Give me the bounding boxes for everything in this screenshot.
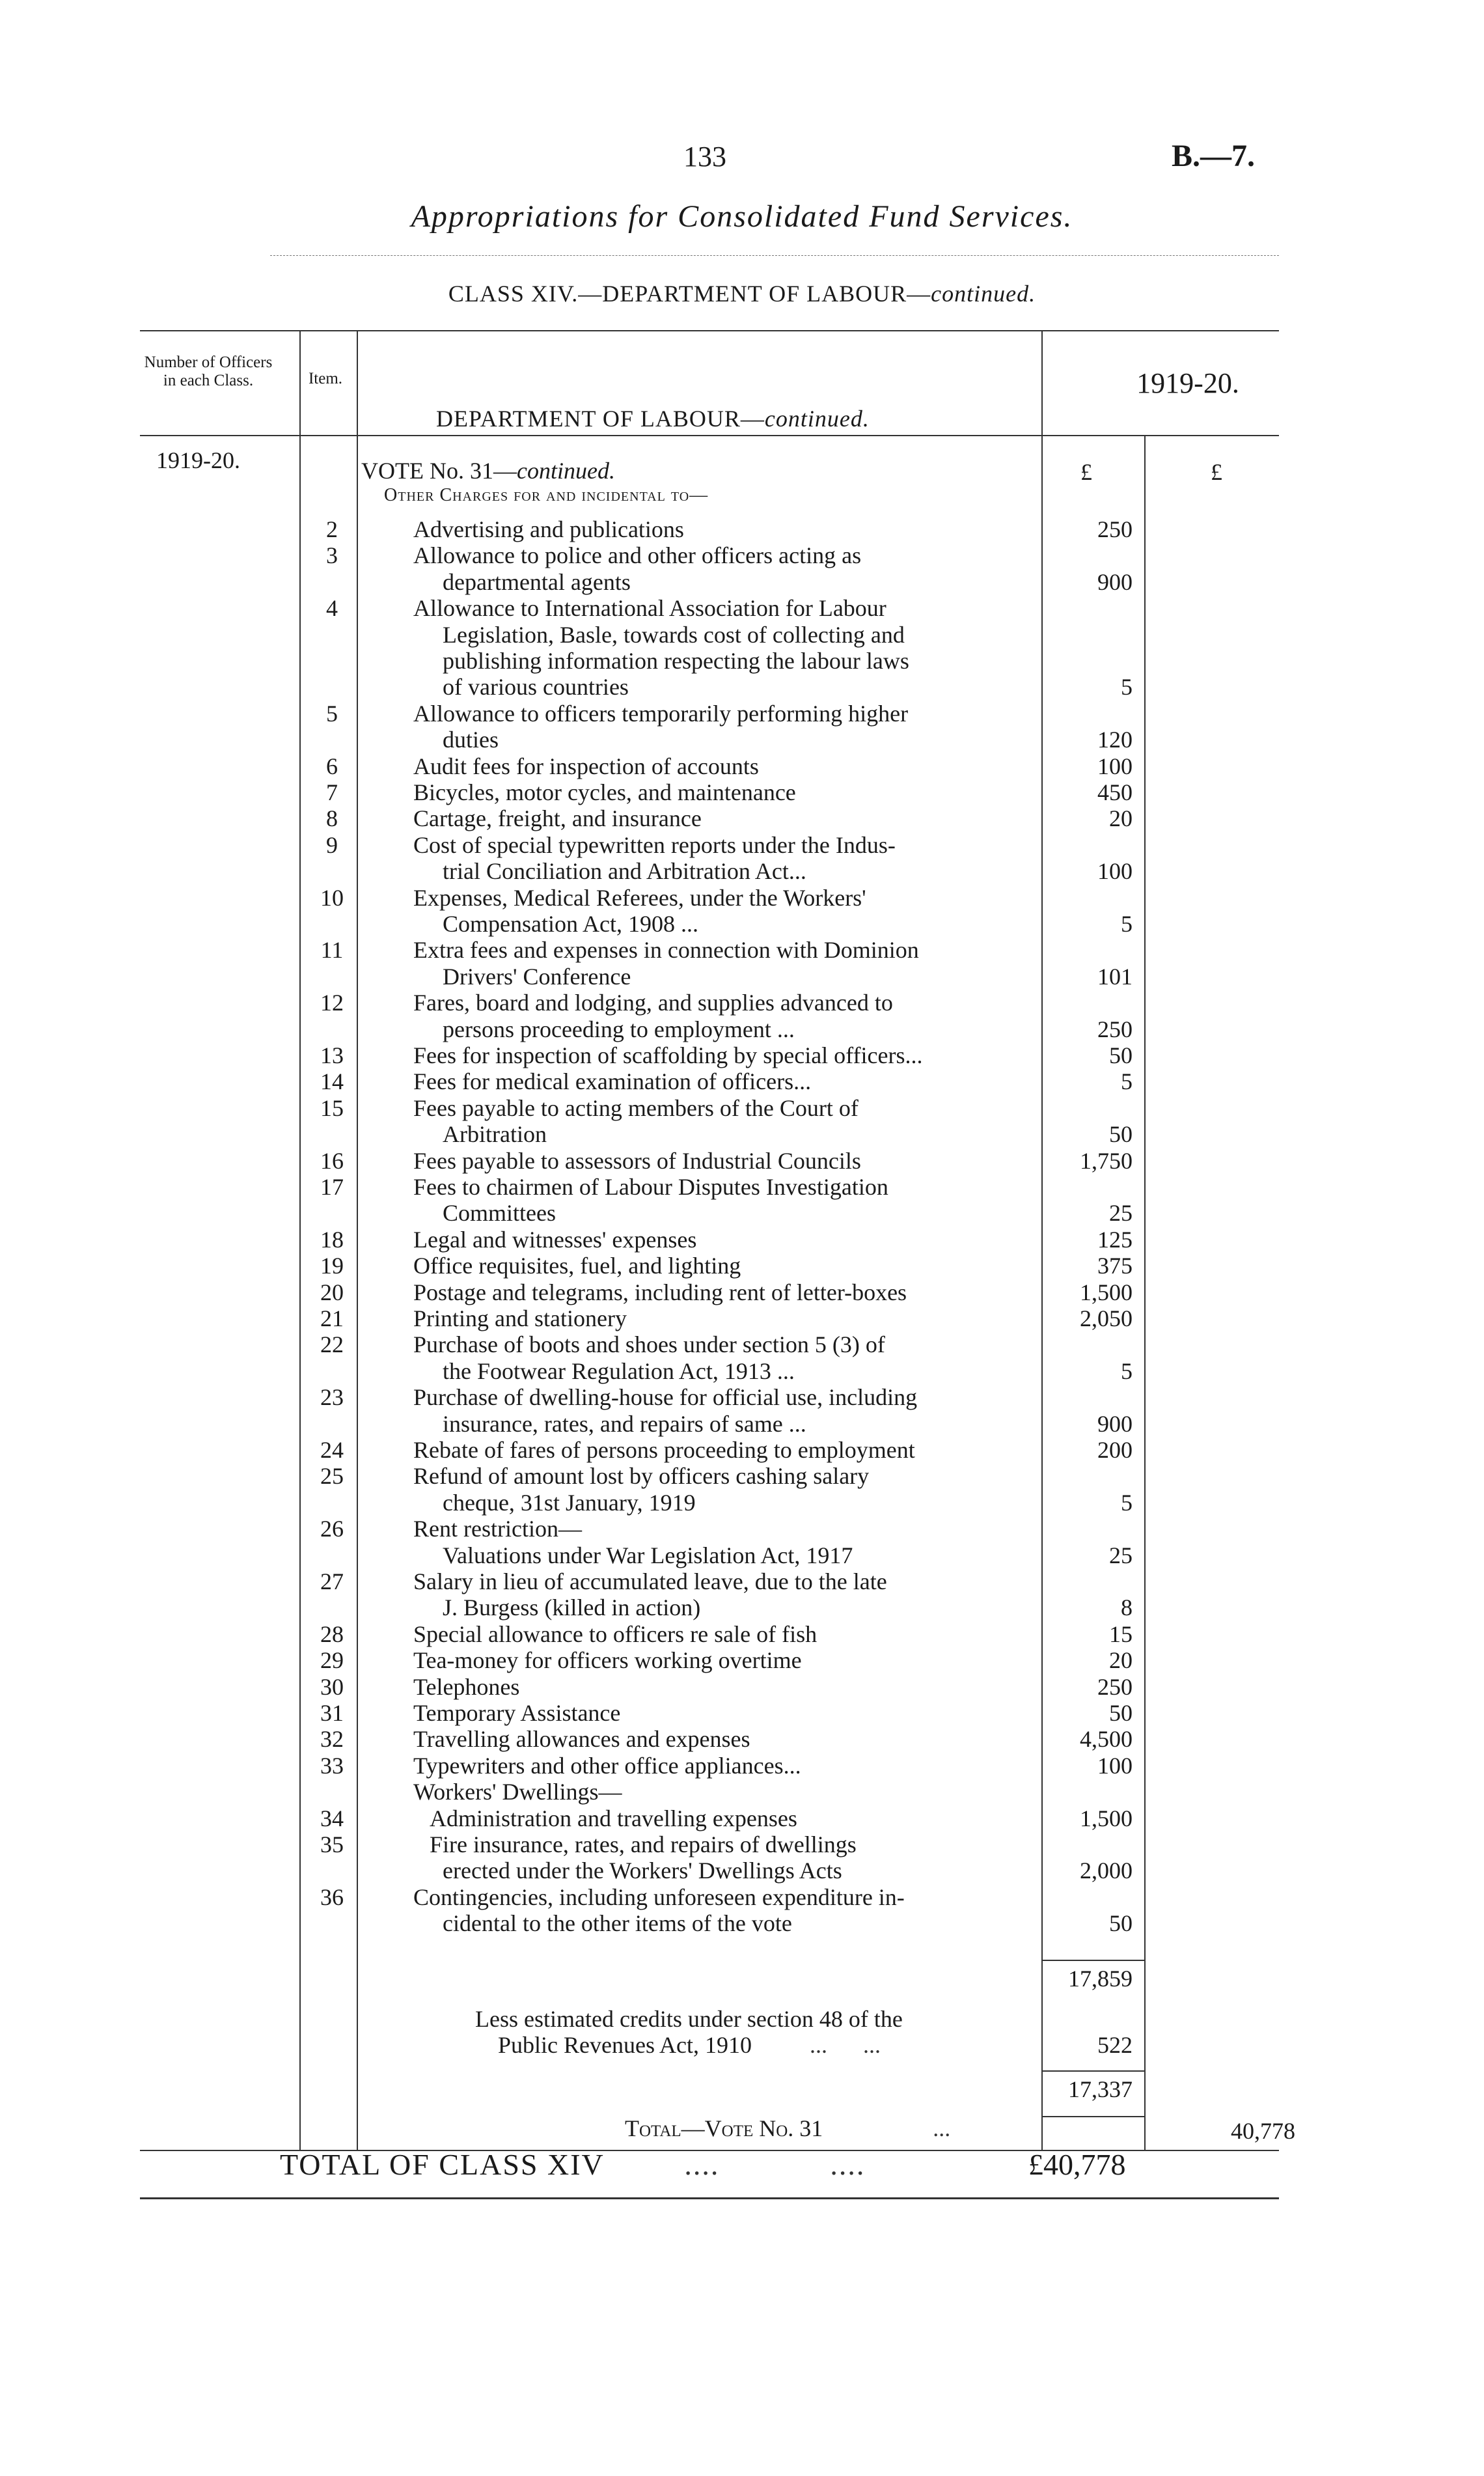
item-amount: 2,000 [1080,1857,1133,1884]
class-title [0,280,1484,307]
item-description-line: Rent restriction— [413,1516,582,1542]
item-description-line: Workers' Dwellings— [413,1779,622,1805]
item-amount: 5 [1121,674,1133,701]
item-description-line: Drivers' Conference [443,963,631,990]
item-amount: 125 [1097,1226,1133,1253]
item-description-line: Special allowance to officers re sale of fish [413,1621,818,1647]
item-amount: 5 [1121,911,1133,937]
section-heading: Other Charges for and incidental to— [384,485,709,505]
item-number: 34 [320,1805,344,1831]
item-description-line: Allowance to officers temporarily performing higher [413,700,909,727]
item-number: 33 [320,1752,344,1779]
item-description-line: Postage and telegrams, including rent of letter-boxes [413,1279,907,1305]
item-amount: 5 [1121,1068,1133,1095]
item-number: 18 [320,1226,344,1253]
item-number: 30 [320,1673,344,1700]
item-number: 35 [320,1831,344,1857]
item-description-line: Fees to chairmen of Labour Disputes Investigation [413,1174,888,1200]
item-number: 36 [320,1884,344,1910]
header-year: 1919-20. [1136,367,1239,399]
item-amount: 50 [1109,1042,1133,1068]
class-title-text: CLASS XIV.—DEPARTMENT OF LABOUR—continued. [448,281,1036,307]
item-description-line: erected under the Workers' Dwellings Acts [443,1857,842,1884]
item-description-line: Tea-money for officers working overtime [413,1647,802,1674]
item-description-line: of various countries [443,674,629,701]
item-amount: 50 [1109,1121,1133,1148]
item-description-line: Valuations under War Legislation Act, 1917 [443,1542,853,1568]
item-number: 7 [326,779,338,805]
item-number: 19 [320,1253,344,1279]
item-number: 6 [326,753,338,779]
item-amount: 1,500 [1080,1805,1133,1831]
item-description-line: Arbitration [443,1121,547,1148]
total-class-label: TOTAL OF CLASS XIV .... .... [280,2148,866,2181]
item-description-line: insurance, rates, and repairs of same ... [443,1410,806,1437]
credits-label-line-1: Less estimated credits under section 48 of the [475,2006,903,2032]
officers-column-year: 1919-20. [156,447,240,473]
item-description-line: Audit fees for inspection of accounts [413,753,759,779]
item-number: 17 [320,1174,344,1200]
page-number: 133 [683,141,726,173]
item-description-line: Refund of amount lost by officers cashing salary [413,1463,870,1490]
item-number: 31 [320,1700,344,1726]
item-amount: 1,500 [1080,1279,1133,1305]
item-description-line: Allowance to police and other officers acting as [413,542,862,569]
item-description-line: departmental agents [443,568,631,595]
total-class-value: £40,778 [1028,2148,1126,2181]
item-number: 8 [326,805,338,832]
item-description-line: Compensation Act, 1908 ... [443,911,698,937]
item-amount: 200 [1097,1437,1133,1463]
item-amount: 5 [1121,1357,1133,1384]
item-description-line: Rebate of fares of persons proceeding to employment [413,1437,915,1463]
item-amount: 450 [1097,779,1133,805]
item-number: 13 [320,1042,344,1068]
item-number: 22 [320,1331,344,1358]
item-amount: 20 [1109,1647,1133,1674]
col-divider-amount-inner [1144,435,1146,2150]
item-description-line: Extra fees and expenses in connection with Dominion [413,937,919,964]
item-amount: 50 [1109,1700,1133,1726]
title-rule [270,255,1279,256]
item-description-line: cidental to the other items of the vote [443,1910,792,1937]
net-amount: 17,337 [1068,2076,1133,2102]
item-description-line: Fares, board and lodging, and supplies advanced to [413,990,893,1016]
item-number: 16 [320,1147,344,1174]
item-description-line: Printing and stationery [413,1305,627,1331]
item-amount: 2,050 [1080,1305,1133,1331]
credits-amount: 522 [1097,2032,1133,2058]
item-number: 29 [320,1647,344,1674]
item-number: 26 [320,1516,344,1542]
item-amount: 8 [1121,1594,1133,1621]
item-description-line: Purchase of dwelling-house for official use, including [413,1384,918,1411]
item-description-line: Office requisites, fuel, and lighting [413,1253,741,1279]
header-item: Item. [308,370,343,387]
item-number: 14 [320,1068,344,1095]
item-description-line: persons proceeding to employment ... [443,1016,795,1042]
item-description-line: Fees for inspection of scaffolding by special officers... [413,1042,923,1068]
item-description-line: Temporary Assistance [413,1700,621,1726]
item-description-line: Cartage, freight, and insurance [413,805,702,832]
item-description-line: Travelling allowances and expenses [413,1726,750,1753]
item-description-line: Fees payable to assessors of Industrial Councils [413,1147,861,1174]
subtotal-rule [1041,1960,1144,1961]
item-description-line: Fees payable to acting members of the Court of [413,1094,859,1121]
item-amount: 250 [1097,1016,1133,1042]
credits-label-line-2: Public Revenues Act, 1910 ... ... [498,2032,881,2058]
header-department-text: DEPARTMENT OF LABOUR—continued. [436,406,870,432]
item-description-line: Fees for medical examination of officers... [413,1068,812,1095]
item-description-line: publishing information respecting the labour laws [443,648,909,674]
item-description-line: duties [443,727,499,753]
item-number: 12 [320,990,344,1016]
total-vote-value: 40,778 [1231,2118,1295,2144]
item-amount: 15 [1109,1621,1133,1647]
item-number: 28 [320,1621,344,1647]
item-number: 5 [326,700,338,727]
total-class-rule [140,2197,1279,2199]
item-amount: 101 [1097,963,1133,990]
item-description-line: Expenses, Medical Referees, under the Workers' [413,884,866,911]
item-description-line: Administration and travelling expenses [430,1805,797,1831]
item-amount: 20 [1109,805,1133,832]
item-description-line: trial Conciliation and Arbitration Act... [443,858,806,885]
item-amount: 100 [1097,753,1133,779]
total-class-label-text: TOTAL OF CLASS XIV [280,2148,604,2181]
item-description-line: Contingencies, including unforeseen expenditure in- [413,1884,905,1910]
item-number: 2 [326,516,338,542]
year-underline [1041,435,1144,436]
item-number: 3 [326,542,338,569]
item-description-line: Bicycles, motor cycles, and maintenance [413,779,796,805]
item-amount: 100 [1097,858,1133,885]
item-amount: 25 [1109,1200,1133,1227]
item-description-line: Legislation, Basle, towards cost of collecting and [443,621,905,648]
item-description-line: cheque, 31st January, 1919 [443,1489,696,1516]
document-reference: B.—7. [1172,139,1256,173]
item-amount: 375 [1097,1253,1133,1279]
item-number: 27 [320,1568,344,1594]
item-number: 20 [320,1279,344,1305]
item-description-line: Allowance to International Association for Labour [413,595,886,622]
header-number-of-officers: Number of Officers in each Class. [144,354,273,389]
item-amount: 900 [1097,568,1133,595]
item-amount: 1,750 [1080,1147,1133,1174]
item-description-line: Salary in lieu of accumulated leave, due to the late [413,1568,887,1594]
vote-heading-text: VOTE No. 31—continued. [361,458,615,484]
total-vote-label-text: Total—Vote No. 31 [625,2115,823,2141]
item-amount: 25 [1109,1542,1133,1568]
item-description-line: Advertising and publications [413,516,684,542]
item-number: 15 [320,1094,344,1121]
item-number: 9 [326,831,338,858]
item-number: 32 [320,1726,344,1753]
page-title: Appropriations for Consolidated Fund Services. [411,199,1073,234]
item-number: 21 [320,1305,344,1331]
item-number: 10 [320,884,344,911]
item-description-line: Legal and witnesses' expenses [413,1226,697,1253]
item-amount: 5 [1121,1489,1133,1516]
item-description-line: Fire insurance, rates, and repairs of dwellings [430,1831,857,1857]
credits-label-line-2-text: Public Revenues Act, 1910 [498,2032,752,2058]
item-description-line: Cost of special typewritten reports under the Indus- [413,831,896,858]
pound-symbol-left: £ [1080,459,1092,485]
header-department [436,405,870,432]
item-number: 11 [320,937,344,964]
item-amount: 4,500 [1080,1726,1133,1753]
net-rule [1041,2070,1144,2072]
item-description-line: Purchase of boots and shoes under section 5 (3) of [413,1331,885,1358]
item-description-line: Committees [443,1200,556,1227]
table-top-rule [140,330,1279,331]
net-underline [1041,2116,1144,2117]
item-description-line: the Footwear Regulation Act, 1913 ... [443,1357,795,1384]
item-description-line: Telephones [413,1673,520,1700]
item-number: 24 [320,1437,344,1463]
item-amount: 120 [1097,727,1133,753]
item-description-line: Typewriters and other office appliances... [413,1752,801,1779]
item-description-line: J. Burgess (killed in action) [443,1594,701,1621]
item-amount: 900 [1097,1410,1133,1437]
item-number: 25 [320,1463,344,1490]
item-amount: 250 [1097,1673,1133,1700]
pound-symbol-right: £ [1211,459,1222,485]
total-vote-label: Total—Vote No. 31 ... [625,2115,951,2141]
vote-heading [361,457,615,484]
item-amount: 100 [1097,1752,1133,1779]
subtotal-amount: 17,859 [1068,1966,1133,1992]
item-amount: 50 [1109,1910,1133,1937]
item-amount: 250 [1097,516,1133,542]
item-number: 23 [320,1384,344,1411]
item-number: 4 [326,595,338,622]
